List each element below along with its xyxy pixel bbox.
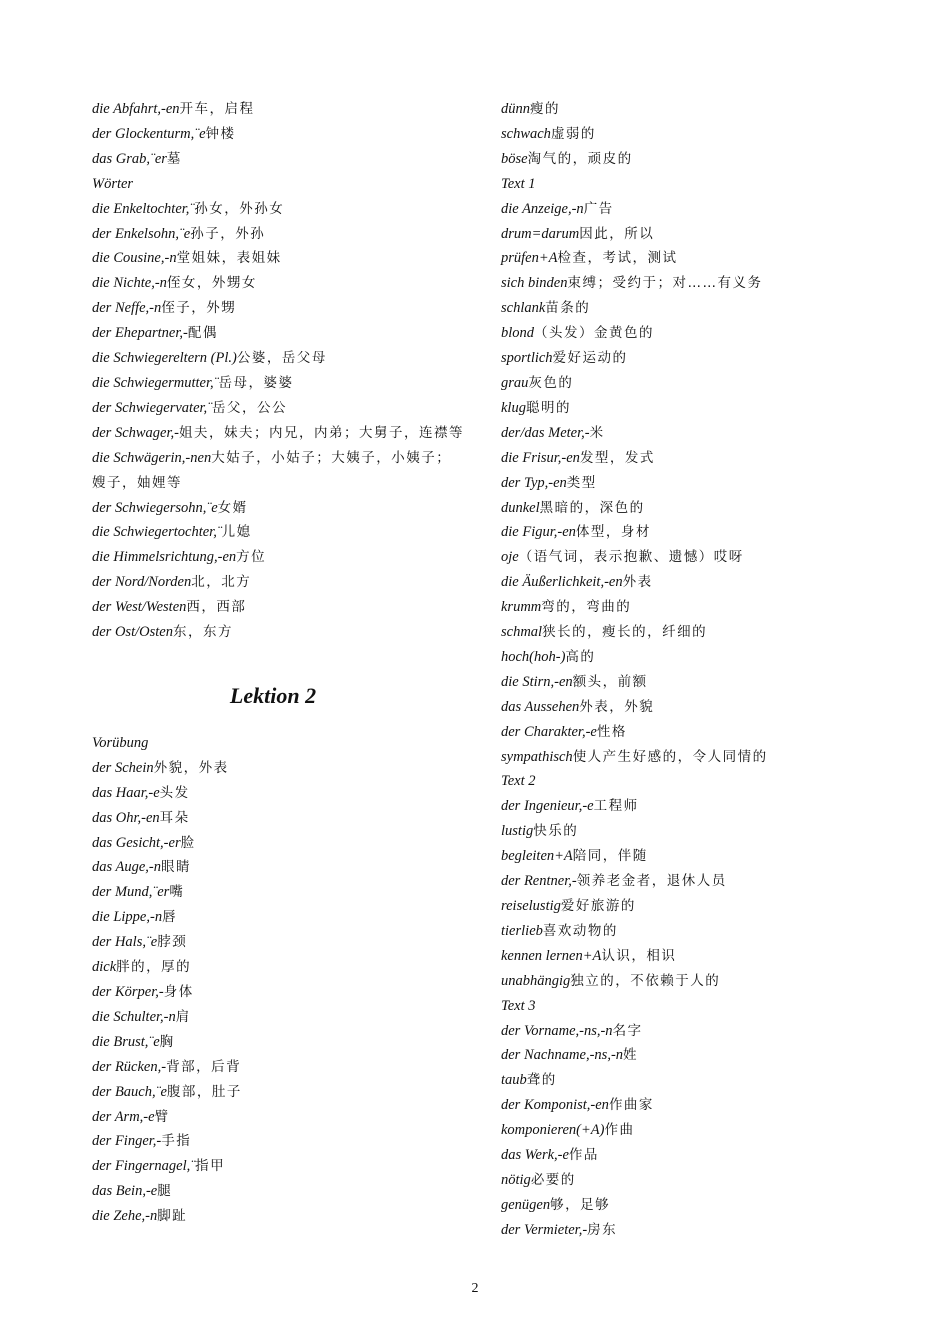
german-term: der Komponist,-en [501, 1097, 609, 1114]
chinese-translation: 独立的，不依赖于人的 [570, 972, 721, 989]
vocab-entry [92, 97, 464, 122]
vocab-entry [92, 1204, 464, 1229]
chinese-translation: 广告 [583, 200, 614, 217]
chinese-translation: 虚弱的 [550, 125, 596, 142]
german-term: die Brust,¨e [92, 1033, 160, 1050]
vocab-entry [92, 321, 464, 346]
chinese-translation: 弯的，弯曲的 [541, 599, 632, 616]
chinese-translation: 瘦的 [530, 101, 560, 117]
chinese-translation: 因此，所以 [579, 225, 655, 242]
chinese-translation: 腹部，肚子 [166, 1083, 242, 1100]
chinese-translation: 发型，发式 [579, 449, 655, 466]
german-term: genügen [501, 1196, 551, 1213]
chinese-translation: 孙子，外孙 [190, 225, 266, 242]
german-term: der Arm,-e [92, 1108, 155, 1125]
german-term: der Glockenturm,¨e [92, 125, 206, 142]
vocab-entry [92, 122, 464, 147]
vocab-entry [501, 869, 861, 894]
german-term: nötig [501, 1171, 531, 1188]
vocab-entry [92, 880, 464, 905]
german-term: der Ost/Osten [92, 624, 173, 641]
chinese-translation: 外貌，外表 [153, 759, 229, 776]
german-term: das Bein,-e [92, 1183, 158, 1200]
vocab-entry [501, 1118, 861, 1143]
chinese-translation: 爱好运动的 [552, 350, 628, 367]
vocab-entry [501, 894, 861, 919]
vocab-entry [501, 570, 861, 595]
vocab-entry [501, 371, 861, 396]
german-term: der Rentner,- [501, 873, 577, 890]
german-term: das Gesicht,-er [92, 834, 181, 851]
vocab-entry [92, 806, 464, 831]
chinese-translation: 额头，前额 [572, 673, 648, 690]
vocab-entry [92, 930, 464, 955]
german-term: der Nachname,-ns,-n [501, 1047, 624, 1064]
vocab-entry [92, 980, 464, 1005]
chinese-translation: 胖的，厚的 [116, 959, 192, 976]
vocab-entry [92, 855, 464, 880]
chinese-translation: 指甲 [195, 1158, 226, 1175]
vocab-entry [92, 421, 464, 446]
vocab-entry [501, 246, 861, 271]
german-term: lustig [501, 823, 534, 840]
vocab-entry [501, 595, 861, 620]
vocab-entry [501, 122, 861, 147]
german-term: das Auge,-n [92, 859, 162, 876]
vocab-entry [92, 197, 464, 222]
german-term: die Schwiegereltern (Pl.) [92, 350, 237, 367]
chinese-translation: 唇 [162, 909, 178, 926]
vocab-entry [92, 296, 464, 321]
vocab-entry [501, 396, 861, 421]
chinese-translation: （语气词，表示抱歉、遗憾）哎呀 [518, 549, 744, 566]
vocab-entry [92, 595, 464, 620]
vocab-entry [501, 296, 861, 321]
german-term: schwach [501, 125, 551, 142]
right-column [501, 97, 861, 1243]
chinese-translation: 快乐的 [533, 823, 579, 840]
chinese-translation: 侄子，外甥 [161, 300, 237, 317]
german-term: die Anzeige,-n [501, 200, 584, 217]
chinese-translation: 名字 [612, 1022, 643, 1039]
german-term: grau [501, 374, 529, 391]
vocab-entry [501, 819, 861, 844]
vocab-entry [92, 371, 464, 396]
german-term: die Lippe,-n [92, 909, 163, 926]
vocab-entry [92, 520, 464, 545]
chinese-translation: 束缚；受约于；对……有义务 [567, 275, 763, 292]
german-term: die Äußerlichkeit,-en [501, 574, 623, 591]
vocab-entry [501, 421, 861, 446]
german-term: hoch(hoh-) [501, 648, 566, 665]
german-term: der/das Meter,- [501, 424, 590, 441]
chinese-translation: 够，足够 [550, 1196, 611, 1213]
vocab-entry [501, 222, 861, 247]
chinese-translation: 体型，身材 [575, 524, 651, 541]
german-term: der West/Westen [92, 599, 187, 616]
german-term: die Schulter,-n [92, 1008, 176, 1025]
chinese-translation: 苗条的 [545, 300, 591, 317]
chinese-translation: 陪同，伴随 [572, 848, 648, 865]
vocab-entry [501, 745, 861, 770]
german-term: dünn [501, 101, 530, 117]
chinese-translation: 姓 [623, 1047, 639, 1064]
vocab-entry [501, 1143, 861, 1168]
chinese-translation: 房东 [587, 1221, 618, 1238]
vocab-entry [501, 670, 861, 695]
vocab-list-lektion-1-end [92, 97, 464, 645]
chinese-translation: 背部，后背 [166, 1058, 242, 1075]
section-heading: Text 3 [501, 997, 536, 1014]
chinese-translation: 必要的 [530, 1171, 576, 1188]
chinese-translation: 岳母，婆婆 [218, 374, 294, 391]
chinese-translation: 外表，外貌 [579, 698, 655, 715]
chinese-translation: 胸 [159, 1033, 175, 1050]
chinese-translation: 配偶 [187, 325, 218, 342]
german-term: sich binden [501, 275, 568, 292]
german-term: schmal [501, 624, 543, 641]
chinese-translation: 作品 [568, 1147, 599, 1164]
vocab-entry [92, 496, 464, 521]
vocab-entry [501, 471, 861, 496]
vocab-entry [92, 1129, 464, 1154]
chinese-translation: 女婿 [217, 499, 248, 516]
german-term: der Charakter,-e [501, 723, 597, 740]
chinese-translation: 公婆，岳父母 [236, 350, 327, 367]
vocab-entry [501, 1193, 861, 1218]
vocab-entry [501, 720, 861, 745]
vocab-list-right [501, 97, 861, 1243]
vocab-list-lektion-2 [92, 731, 464, 1229]
german-term: drum=darum [501, 225, 580, 242]
section-heading: Wörter [92, 175, 134, 192]
vocab-entry [501, 1068, 861, 1093]
chinese-translation: 脚趾 [157, 1208, 188, 1225]
vocab-entry [501, 1093, 861, 1118]
vocab-entry [92, 271, 464, 296]
german-term: der Vorname,-ns,-n [501, 1022, 613, 1039]
chinese-translation: 东，东方 [172, 624, 233, 641]
german-term: oje [501, 549, 519, 566]
vocab-entry [92, 396, 464, 421]
german-term: die Schwiegertochter,¨ [92, 524, 222, 541]
chinese-translation: 眼睛 [161, 859, 192, 876]
german-term: der Hals,¨e [92, 934, 158, 951]
chinese-translation: 高的 [565, 648, 596, 665]
vocab-entry [501, 844, 861, 869]
german-term: die Nichte,-n [92, 275, 167, 292]
vocab-entry [92, 222, 464, 247]
german-term: böse [501, 150, 528, 167]
vocab-entry [92, 1154, 464, 1179]
vocab-entry [92, 831, 464, 856]
german-term: die Figur,-en [501, 524, 576, 541]
chinese-translation: 腿 [157, 1183, 173, 1200]
vocab-entry [501, 197, 861, 222]
german-term: der Neffe,-n [92, 300, 162, 317]
chinese-translation: 米 [589, 424, 605, 441]
german-term: der Nord/Norden [92, 574, 192, 591]
vocab-entry [501, 545, 861, 570]
vocab-entry [92, 545, 464, 570]
chinese-translation: 侄女，外甥女 [166, 275, 257, 292]
chinese-translation: 检查，考试，测试 [557, 250, 678, 267]
chinese-translation: 脖颈 [157, 934, 188, 951]
vocab-entry [501, 496, 861, 521]
german-term: schlank [501, 300, 546, 317]
vocab-entry [92, 756, 464, 781]
vocab-entry [501, 346, 861, 371]
vocab-entry [501, 969, 861, 994]
german-term: der Ehepartner,- [92, 325, 188, 342]
vocab-entry [92, 446, 464, 496]
vocab-entry [501, 97, 861, 122]
vocab-entry [501, 794, 861, 819]
vocab-entry [92, 781, 464, 806]
chinese-translation: 耳朵 [159, 809, 190, 826]
chinese-translation: 认识，相识 [601, 947, 677, 964]
vocab-entry [92, 147, 464, 172]
page-number: 2 [471, 1281, 479, 1296]
vocab-entry [501, 147, 861, 172]
german-term: die Stirn,-en [501, 673, 573, 690]
german-term: der Enkelsohn,¨e [92, 225, 191, 242]
chinese-translation: 姐夫，妹夫；内兄，内弟；大舅子，连襟等 [179, 424, 464, 441]
section-heading: Text 2 [501, 773, 536, 790]
chinese-translation: 堂姐妹，表姐妹 [176, 250, 282, 267]
german-term: dick [92, 959, 117, 976]
chinese-translation: 黑暗的，深色的 [539, 499, 645, 516]
german-term: die Himmelsrichtung,-en [92, 549, 237, 566]
vocab-entry [92, 905, 464, 930]
chinese-translation: 西，西部 [186, 599, 247, 616]
german-term: begleiten+A [501, 848, 573, 865]
german-term: der Schwiegersohn,¨e [92, 499, 218, 516]
chinese-translation: 聋的 [526, 1072, 557, 1089]
vocab-entry [92, 1005, 464, 1030]
vocab-entry [92, 1080, 464, 1105]
chinese-translation: 大姑子，小姑子；大姨子，小姨子；嫂子，妯娌等 [92, 449, 452, 491]
german-term: der Ingenieur,-e [501, 798, 594, 815]
german-term: das Werk,-e [501, 1147, 569, 1164]
chinese-translation: 儿媳 [221, 524, 252, 541]
vocab-entry [92, 1030, 464, 1055]
german-term: der Schwiegervater,¨ [92, 399, 212, 416]
vocab-entry [501, 919, 861, 944]
german-term: die Zehe,-n [92, 1208, 158, 1225]
german-term: der Finger,- [92, 1133, 162, 1150]
chinese-translation: 喜欢动物的 [542, 922, 618, 939]
chinese-translation: 肩 [175, 1008, 191, 1025]
german-term: tierlieb [501, 922, 543, 939]
chinese-translation: 爱好旅游的 [560, 898, 636, 914]
chinese-translation: 淘气的，顽皮的 [527, 150, 633, 167]
german-term: kennen lernen+A [501, 947, 602, 964]
vocab-entry [92, 620, 464, 645]
german-term: der Fingernagel,¨ [92, 1158, 196, 1175]
german-term: krumm [501, 599, 542, 616]
german-term: der Vermieter,- [501, 1221, 588, 1238]
chinese-translation: 类型 [566, 474, 597, 491]
section-heading: Text 1 [501, 175, 536, 192]
vocab-entry [501, 520, 861, 545]
chinese-translation: （头发）金黄色的 [534, 325, 655, 342]
german-term: die Cousine,-n [92, 250, 177, 267]
german-term: klug [501, 399, 526, 416]
chinese-translation: 孙女，外孙女 [194, 200, 285, 217]
chinese-translation: 岳父，公公 [212, 399, 287, 416]
german-term: komponieren(+A) [501, 1122, 605, 1139]
vocab-entry [92, 570, 464, 595]
lektion-heading: Lektion 2 [229, 682, 317, 708]
vocab-entry [501, 944, 861, 969]
vocab-entry [501, 695, 861, 720]
german-term: die Schwägerin,-nen [92, 449, 212, 466]
chinese-translation: 北，北方 [191, 574, 252, 591]
chinese-translation: 头发 [159, 784, 190, 801]
german-term: das Ohr,-en [92, 809, 160, 826]
vocab-entry [92, 246, 464, 271]
chinese-translation: 钟楼 [205, 125, 236, 142]
chinese-translation: 作曲家 [608, 1097, 654, 1114]
german-term: das Aussehen [501, 698, 580, 715]
german-term: taub [501, 1072, 527, 1089]
german-term: der Typ,-en [501, 474, 567, 491]
german-term: der Bauch,¨e [92, 1083, 167, 1100]
german-term: der Schwager,- [92, 424, 179, 441]
chinese-translation: 灰色的 [528, 374, 574, 391]
chinese-translation: 脸 [180, 834, 196, 851]
vocab-entry [92, 955, 464, 980]
vocab-entry [92, 346, 464, 371]
chinese-translation: 聪明的 [525, 399, 571, 416]
german-term: der Schein [92, 759, 154, 776]
german-term: dunkel [501, 499, 540, 516]
vocab-entry [501, 1019, 861, 1044]
chinese-translation: 方位 [236, 549, 267, 566]
german-term: sympathisch [501, 748, 573, 765]
vocab-entry [92, 1055, 464, 1080]
left-column [92, 97, 464, 1229]
german-term: prüfen+A [501, 250, 558, 267]
vocab-entry [501, 446, 861, 471]
chinese-translation: 使人产生好感的，令人同情的 [572, 748, 768, 765]
vocab-entry [501, 1043, 861, 1068]
chinese-translation: 开车，启程 [179, 101, 255, 117]
chinese-translation: 嘴 [169, 884, 185, 901]
vocab-entry [501, 321, 861, 346]
vocab-entry [501, 271, 861, 296]
german-term: sportlich [501, 350, 553, 367]
vocab-entry [501, 645, 861, 670]
chinese-translation: 外表 [622, 574, 653, 591]
vocab-entry [501, 1168, 861, 1193]
german-term: reiselustig [501, 898, 561, 914]
german-term: unabhängig [501, 972, 571, 989]
chinese-translation: 墓 [166, 150, 182, 167]
german-term: der Rücken,- [92, 1058, 167, 1075]
vocab-entry [92, 1105, 464, 1130]
german-term: blond [501, 325, 535, 342]
section-heading: Vorübung [92, 734, 149, 751]
vocab-entry [501, 620, 861, 645]
german-term: die Frisur,-en [501, 449, 580, 466]
german-term: die Abfahrt,-en [92, 101, 180, 117]
german-term: der Mund,¨er [92, 884, 170, 901]
chinese-translation: 狭长的，瘦长的，纤细的 [542, 624, 708, 641]
chinese-translation: 作曲 [604, 1122, 635, 1139]
chinese-translation: 臂 [154, 1108, 170, 1125]
chinese-translation: 领养老金者，退休人员 [576, 873, 727, 890]
chinese-translation: 手指 [161, 1133, 192, 1150]
vocab-entry [501, 1218, 861, 1243]
german-term: das Haar,-e [92, 784, 160, 801]
chinese-translation: 工程师 [593, 798, 639, 815]
chinese-translation: 性格 [596, 723, 627, 740]
german-term: das Grab,¨er [92, 150, 167, 167]
german-term: der Körper,- [92, 984, 164, 1000]
german-term: die Enkeltochter,¨ [92, 200, 195, 217]
german-term: die Schwiegermutter,¨ [92, 374, 219, 391]
vocab-entry [92, 1179, 464, 1204]
chinese-translation: 身体 [163, 984, 194, 1000]
